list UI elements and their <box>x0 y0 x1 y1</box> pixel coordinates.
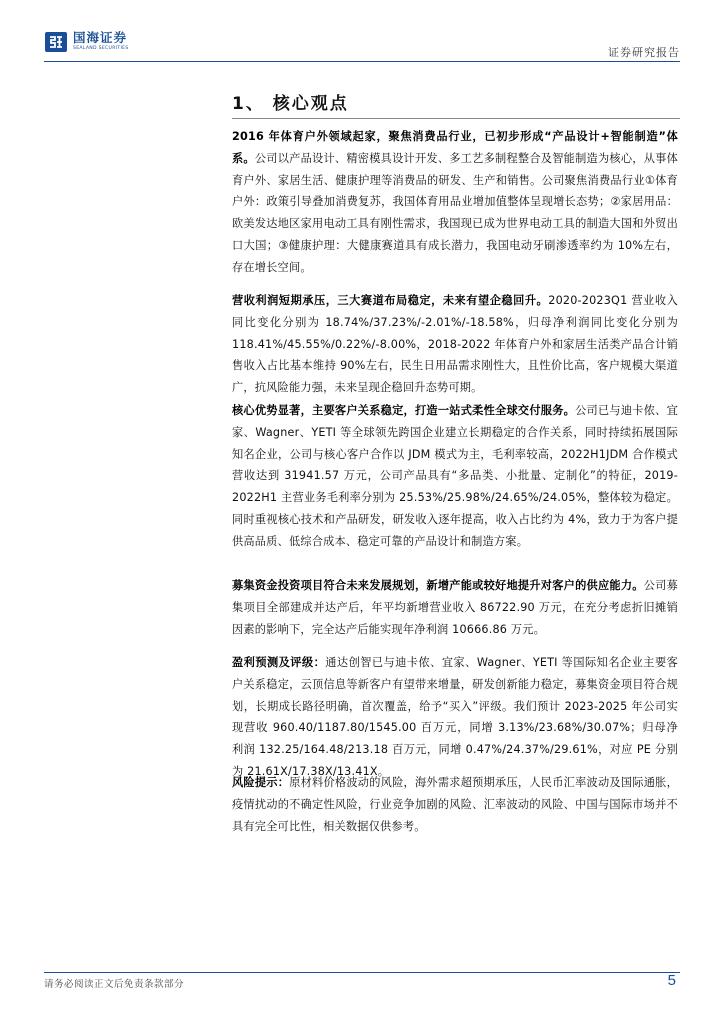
paragraph-lead: 核心优势显著，主要客户关系稳定，打造一站式柔性全球交付服务。 <box>232 404 576 417</box>
paragraph-lead: 风险提示： <box>232 776 290 789</box>
logo-english-name: SEALAND SECURITIES <box>73 45 129 51</box>
paragraph-body: 通达创智已与迪卡侬、宜家、Wagner、YETI 等国际知名企业主要客户关系稳定，云顶信息等新客户有望带来增量，研发创新能力稳定，募集资金项目符合规划，长期成长路径明确，首次覆盖，给予“买入”评级。我们预计 2023-2025 年公司实现营收 960.40/1187.80/1545.00 百万元，同增 3.13%/23.68%/30.07%；归母净利润 132.25/164.48/213.18 百万元，同增 0.47%/24.37%/29.61%，对应 PE 分别为 21.61X/17.38X/13.41X。 <box>232 656 678 778</box>
section-title: 1、 核心观点 <box>232 94 349 114</box>
section-title-divider <box>232 118 680 119</box>
paragraph-lead: 盈利预测及评级： <box>232 656 326 669</box>
report-type-label: 证券研究报告 <box>608 46 680 59</box>
paragraph-body: 2020-2023Q1 营业收入同比变化分别为 18.74%/37.23%/-2.01%/-18.58%，归母净利润同比变化分别为 118.41%/45.55%/0.22%/-8.00%，2018-2022 年体育户外和家居生活类产品合计销售收入占比基本维持 90%左右，民生日用品需求刚性大，且性价比高，客户规模大渠道广，抗风险能力强，未来呈现企稳回升态势可期。 <box>232 294 678 395</box>
logo-chinese-name: 国海证券 <box>73 30 128 46</box>
paragraph-body: 公司已与迪卡侬、宜家、Wagner、YETI 等全球领先跨国企业建立长期稳定的合作关系，同时持续拓展国际知名企业，公司与核心客户合作以 JDM 模式为主，毛利率较高，2022H1JDM 合作模式营收达到 31941.57 万元，公司产品具有“多品类、小批量、定制化”的特征，2019-2022H1 主营业务毛利率分别为 25.53%/25.98%/24.65%/24.05%，整体较为稳定。同时重视核心技术和产品研发，研发收入逐年提高，收入占比约为 4%，致力于为客户提供高品质、低综合成本、稳定可靠的产品设计和制造方案。 <box>232 404 678 548</box>
paragraph-risk-warning <box>232 772 678 837</box>
paragraph-fundraising-projects <box>232 575 678 640</box>
paragraph-earnings-forecast <box>232 652 678 783</box>
paragraph-lead: 营收利润短期承压，三大赛道布局稳定，未来有望企稳回升。 <box>232 294 549 307</box>
sealand-logo-icon <box>44 30 68 54</box>
page-header <box>0 0 724 64</box>
page-number: 5 <box>667 972 676 989</box>
footer-disclaimer: 请务必阅读正文后免责条款部分 <box>44 979 185 990</box>
paragraph-revenue-profit <box>232 290 678 399</box>
paragraph-core-advantages <box>232 400 678 553</box>
company-logo <box>44 30 129 54</box>
footer-divider <box>44 972 680 973</box>
paragraph-company-overview <box>232 126 678 279</box>
paragraph-lead: 2016 年体育户外领域起家，聚焦消费品行业，已初步形成“产品设计+智能制造”体系。 <box>232 130 678 165</box>
paragraph-lead: 募集资金投资项目符合未来发展规划，新增产能或较好地提升对客户的供应能力。 <box>232 579 644 592</box>
header-divider <box>44 61 680 62</box>
paragraph-body: 公司以产品设计、精密模具设计开发、多工艺多制程整合及智能制造为核心，从事体育户外、家居生活、健康护理等消费品的研发、生产和销售。公司聚焦消费品行业①体育户外：政策引导叠加消费复苏，我国体育用品业增加值整体呈现增长态势；②家居用品：欧美发达地区家用电动工具有刚性需求，我国现已成为世界电动工具的制造大国和外贸出口大国；③健康护理：大健康赛道具有成长潜力，我国电动牙刷渗透率约为 10%左右，存在增长空间。 <box>232 151 678 274</box>
paragraph-body: 原材料价格波动的风险，海外需求超预期承压，人民币汇率波动及国际通胀，疫情扰动的不确定性风险，行业竞争加剧的风险、汇率波动的风险、中国与国际市场并不具有完全可比性，相关数据仅供参考。 <box>232 776 678 833</box>
paragraph-body: 公司募集项目全部建成并达产后，年平均新增营业收入 86722.90 万元，在充分考虑折旧摊销因素的影响下，完全达产后能实现年净利润 10666.86 万元。 <box>232 579 678 636</box>
